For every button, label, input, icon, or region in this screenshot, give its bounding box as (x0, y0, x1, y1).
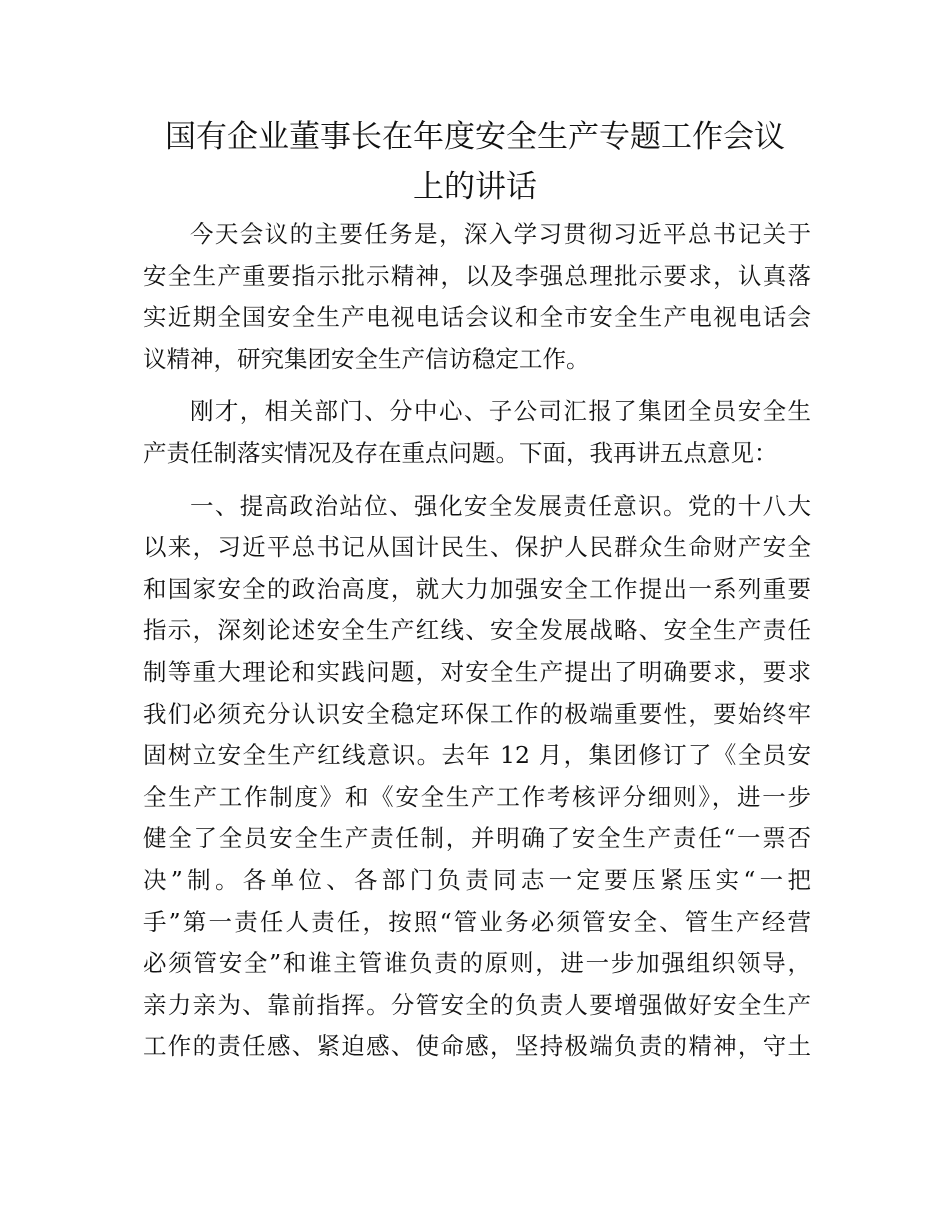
text-line: 手”第一责任人责任，按照“管业务必须管安全、管生产经营 (143, 907, 811, 936)
text-line: 以来，习近平总书记从国计民生、保护人民群众生命财产安全 (143, 533, 811, 562)
text-line: 决”制。各单位、各部门负责同志一定要压紧压实“一把 (143, 865, 811, 894)
paragraph-reports (143, 391, 811, 474)
text-line: 制等重大理论和实践问题，对安全生产提出了明确要求，要求 (143, 657, 811, 686)
text-line: 我们必须充分认识安全稳定环保工作的极端重要性，要始终牢 (143, 699, 811, 728)
text-line: 议精神，研究集团安全生产信访稳定工作。 (143, 344, 590, 373)
paragraph-point-one (143, 486, 811, 1068)
text-line: 全生产工作制度》和《安全生产工作考核评分细则》，进一步 (143, 782, 811, 811)
text-line: 健全了全员安全生产责任制，并明确了安全生产责任“一票否 (143, 824, 811, 853)
paragraph-meeting-tasks (143, 214, 811, 380)
text-line: 工作的责任感、紧迫感、使命感，坚持极端负责的精神，守土 (143, 1032, 811, 1061)
text-line: 必须管安全”和谁主管谁负责的原则，进一步加强组织领导， (143, 949, 811, 978)
text-line: 和国家安全的政治高度，就大力加强安全工作提出一系列重要 (143, 574, 811, 603)
text-line: 今天会议的主要任务是，深入学习贯彻习近平总书记关于 (190, 220, 811, 248)
document-title (90, 112, 860, 212)
text-line: 固树立安全生产红线意识。去年 12 月，集团修订了《全员安 (143, 741, 811, 770)
text-line: 指示，深刻论述安全生产红线、安全发展战略、安全生产责任 (143, 616, 811, 645)
text-line: 安全生产重要指示批示精神，以及李强总理批示要求，认真落 (143, 261, 811, 290)
text-line: 刚才，相关部门、分中心、子公司汇报了集团全员安全生 (190, 397, 811, 426)
title-line: 国有企业董事长在年度安全生产专题工作会议 (165, 119, 785, 155)
text-line: 实近期全国安全生产电视电话会议和全市安全生产电视电话会 (143, 303, 811, 332)
document-body (143, 214, 811, 1068)
text-line: 一、提高政治站位、强化安全发展责任意识。党的十八大 (190, 491, 811, 520)
title-line: 上的讲话 (413, 169, 537, 205)
text-line: 亲力亲为、靠前指挥。分管安全的负责人要增强做好安全生产 (143, 990, 811, 1019)
text-line: 产责任制落实情况及存在重点问题。下面，我再讲五点意见： (143, 438, 778, 467)
